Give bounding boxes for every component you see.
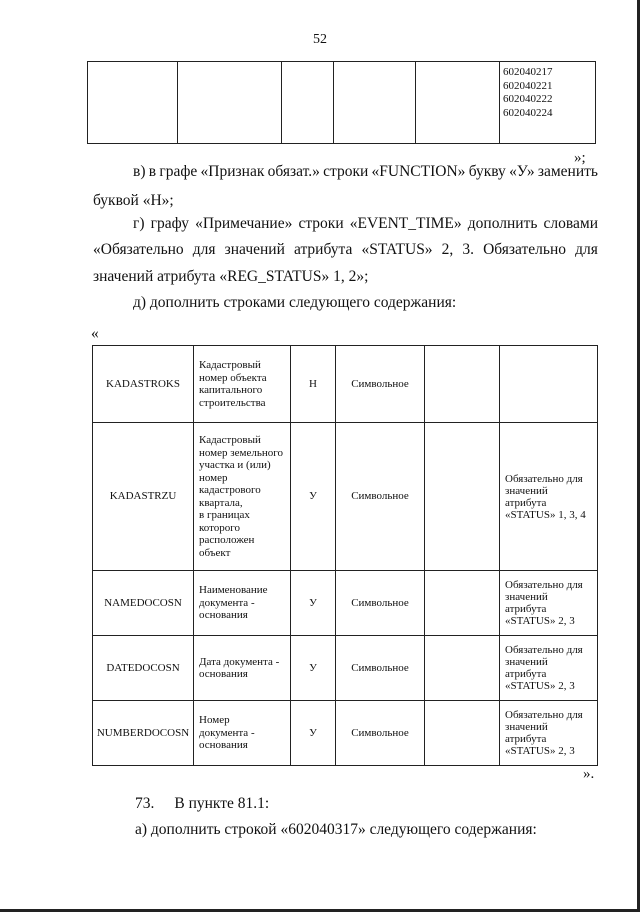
empty-cell xyxy=(425,423,500,571)
closing-quote-semicolon: »; xyxy=(574,150,586,166)
description-cell xyxy=(194,423,291,571)
note-cell xyxy=(500,423,598,571)
cell-line: Кадастровый xyxy=(199,434,261,446)
item-73-text: В пункте 81.1: xyxy=(174,795,270,812)
word: г) xyxy=(133,215,145,232)
note-cell xyxy=(500,701,598,766)
cell-line: атрибута xyxy=(505,496,547,509)
data-type-cell: Символьное xyxy=(336,423,425,571)
word: для xyxy=(192,241,216,258)
table-row xyxy=(93,636,598,701)
cell-line: Обязательно для xyxy=(505,709,583,721)
description-cell xyxy=(194,571,291,636)
note-cell xyxy=(500,571,598,636)
cell-line: документа - xyxy=(199,726,255,739)
cell-line: основания xyxy=(199,609,248,622)
cell-line: Обязательно для xyxy=(505,644,583,656)
item-a: а) дополнить строкой «602040317» следующего содержания: xyxy=(135,821,537,838)
table-row xyxy=(93,346,598,423)
cell-line: объект xyxy=(199,546,231,559)
cell-line: квартала, xyxy=(199,496,243,509)
cell-line: которого xyxy=(199,521,241,534)
table-cell xyxy=(416,62,500,144)
cell-line: «STATUS» 2, 3 xyxy=(505,745,575,757)
word: строки xyxy=(323,163,369,180)
empty-cell xyxy=(425,346,500,423)
page-number: 52 xyxy=(313,32,327,47)
cell-line: номер земельного xyxy=(199,446,283,459)
word: «Признак xyxy=(200,163,265,180)
description-cell xyxy=(194,701,291,766)
word: 3. xyxy=(462,241,474,258)
cell-line: документа - xyxy=(199,596,255,609)
word: «EVENT_TIME» xyxy=(349,215,462,232)
word: «STATUS» xyxy=(361,241,433,258)
paragraph-d: д) дополнить строками следующего содержания: xyxy=(133,294,457,311)
attribute-name-cell: DATEDOCOSN xyxy=(93,636,194,701)
cell-line: кадастрового xyxy=(199,484,261,496)
paragraph-v-line1 xyxy=(133,162,598,182)
attribute-name-cell: KADASTRZU xyxy=(93,423,194,571)
cell-line: основания xyxy=(199,668,248,680)
cell-line: атрибута xyxy=(505,733,547,745)
cell-line: капитального xyxy=(199,384,263,396)
attribute-name-cell: KADASTROKS xyxy=(93,346,194,423)
cell-line: Номер xyxy=(199,714,230,727)
cell-line: номер объекта xyxy=(199,371,267,384)
codes-cell xyxy=(500,62,596,144)
paragraph-g-line1 xyxy=(133,214,598,234)
word: «Обязательно xyxy=(93,241,184,258)
cell-line: атрибута xyxy=(505,668,547,680)
required-flag-cell: У xyxy=(291,701,336,766)
paragraph-v-line2: буквой «Н»; xyxy=(93,192,174,209)
cell-line: «STATUS» 1, 3, 4 xyxy=(505,508,586,521)
opening-quote: « xyxy=(91,325,99,342)
attribute-name-cell: NAMEDOCOSN xyxy=(93,571,194,636)
cell-line: номер xyxy=(199,471,228,484)
cell-line: Дата документа - xyxy=(199,655,280,668)
cell-line: Обязательно для xyxy=(505,472,583,485)
word: значений xyxy=(224,241,285,258)
cell-line: значений xyxy=(505,656,548,668)
cell-line: в границах xyxy=(199,509,250,521)
word: графе xyxy=(159,163,198,180)
table-cell xyxy=(334,62,416,144)
required-flag-cell: У xyxy=(291,636,336,701)
required-flag-cell: Н xyxy=(291,346,336,423)
table-cell xyxy=(282,62,334,144)
word: в) xyxy=(133,163,146,180)
table-row xyxy=(93,701,598,766)
code-line: 602040217 xyxy=(503,66,553,78)
cell-line: значений xyxy=(505,591,548,603)
word: обязат.» xyxy=(267,163,320,180)
cell-line: основания xyxy=(199,739,248,752)
cell-line: строительства xyxy=(199,396,266,409)
code-line: 602040224 xyxy=(503,106,553,119)
cell-line: «STATUS» 2, 3 xyxy=(505,680,575,692)
word: дополнить xyxy=(467,215,538,232)
cell-line: Наименование xyxy=(199,584,268,597)
word: строки xyxy=(298,215,344,232)
item-73-number: 73. xyxy=(135,795,155,812)
required-flag-cell: У xyxy=(291,423,336,571)
word: «FUNCTION» xyxy=(371,163,466,180)
word: «У» xyxy=(509,163,535,180)
data-type-cell: Символьное xyxy=(336,571,425,636)
word: букву xyxy=(468,163,506,180)
attribute-name-cell: NUMBERDOCOSN xyxy=(93,701,194,766)
word: «Примечание» xyxy=(195,215,293,232)
code-line: 602040222 xyxy=(503,93,553,105)
item-73 xyxy=(135,794,269,814)
note-cell xyxy=(500,636,598,701)
paragraph-g-line3: значений атрибута «REG_STATUS» 1, 2»; xyxy=(93,268,369,285)
cell-line: значений xyxy=(505,484,548,497)
word: атрибута xyxy=(293,241,353,258)
table-cell xyxy=(88,62,178,144)
note-cell xyxy=(500,346,598,423)
closing-quote-dot: ». xyxy=(583,766,595,782)
word: для xyxy=(575,241,598,258)
cell-line: Кадастровый xyxy=(199,359,261,371)
word: 2, xyxy=(441,241,454,258)
empty-cell xyxy=(425,571,500,636)
data-type-cell: Символьное xyxy=(336,701,425,766)
word: заменить xyxy=(537,163,598,180)
empty-cell xyxy=(425,636,500,701)
data-type-cell: Символьное xyxy=(336,636,425,701)
code-line: 602040221 xyxy=(503,79,553,92)
continued-table xyxy=(87,61,596,144)
table-row xyxy=(93,423,598,571)
attributes-table xyxy=(92,345,598,766)
word: Обязательно xyxy=(483,241,567,258)
required-flag-cell: У xyxy=(291,571,336,636)
word: словами xyxy=(543,215,598,232)
cell-line: участка и (или) xyxy=(199,459,271,471)
cell-line: значений xyxy=(505,721,548,733)
table-cell xyxy=(178,62,282,144)
word: в xyxy=(148,163,157,180)
description-cell xyxy=(194,346,291,423)
table-row xyxy=(93,571,598,636)
paragraph-g-line2 xyxy=(93,240,598,260)
cell-line: расположен xyxy=(199,534,255,546)
data-type-cell: Символьное xyxy=(336,346,425,423)
cell-line: «STATUS» 2, 3 xyxy=(505,615,575,627)
description-cell xyxy=(194,636,291,701)
empty-cell xyxy=(425,701,500,766)
cell-line: атрибута xyxy=(505,603,547,615)
cell-line: Обязательно для xyxy=(505,579,583,591)
word: графу xyxy=(150,215,190,232)
